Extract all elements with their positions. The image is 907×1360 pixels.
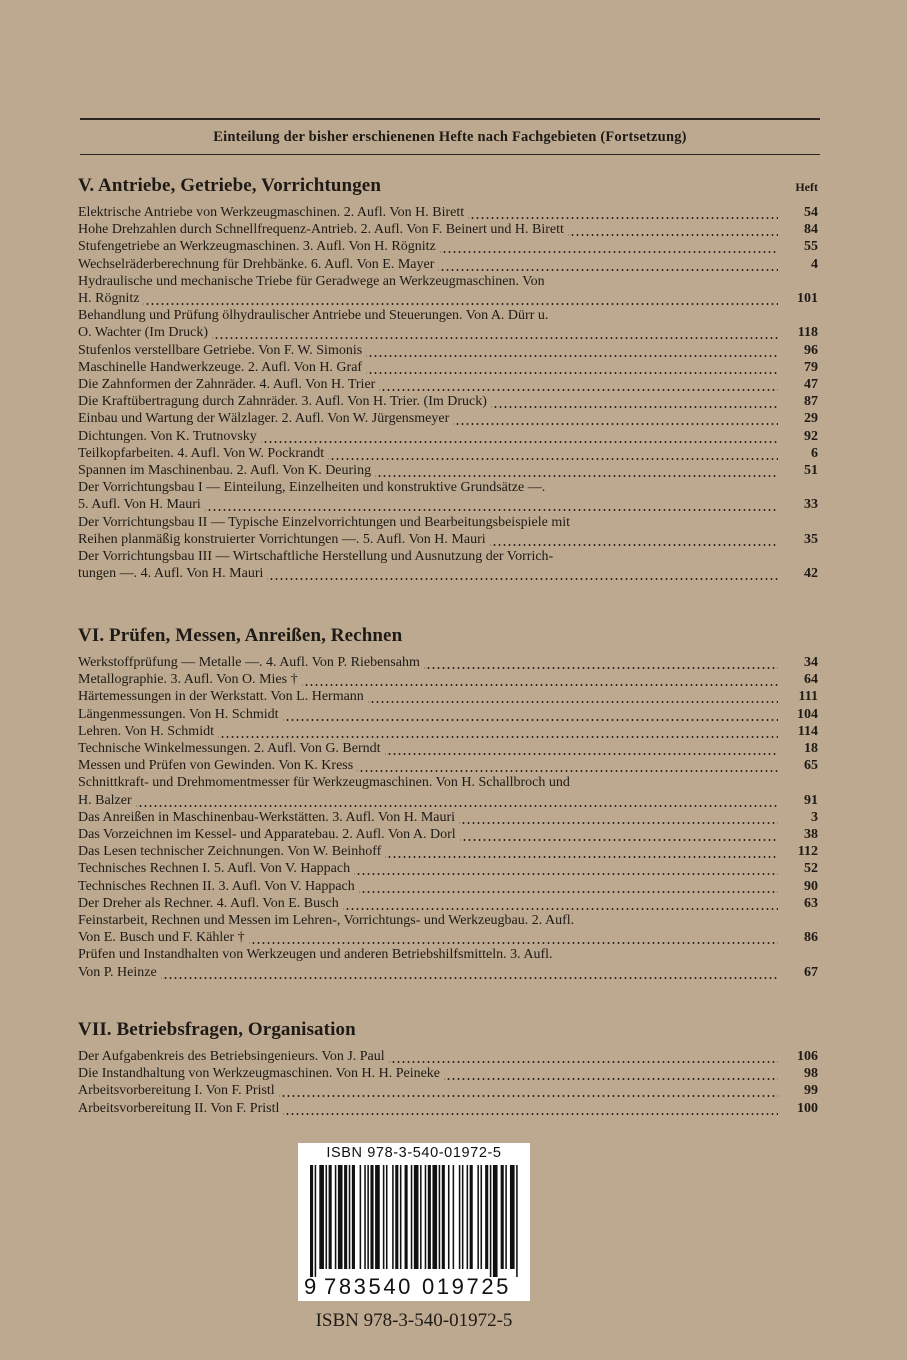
- barcode-bar: [432, 1165, 437, 1269]
- barcode-bar: [428, 1165, 431, 1269]
- leader-dots: [385, 843, 778, 860]
- entry-text: [78, 238, 782, 255]
- entry-line: Stufengetriebe an Werkzeugmaschinen. 3. Aufl. Von H. Rögnitz: [78, 239, 436, 255]
- list-item: [78, 445, 818, 462]
- list-item: [78, 342, 818, 359]
- entry-text: [78, 1065, 782, 1082]
- leader-dots: [366, 342, 778, 359]
- leader-dots: [279, 1082, 778, 1099]
- entry-line: Hydraulische und mechanische Triebe für Geradwege an Werkzeugmaschinen. Von: [78, 273, 545, 289]
- isbn-caption: ISBN 978-3-540-01972-5: [315, 1310, 513, 1331]
- list-item: [78, 1100, 818, 1117]
- entry-line: Das Vorzeichnen im Kessel- und Apparatebau. 2. Aufl. Von A. Dorl: [78, 827, 456, 843]
- page-header: [80, 118, 820, 155]
- list-item: [78, 774, 818, 808]
- list-item: [78, 946, 818, 980]
- leader-dots: [205, 496, 778, 513]
- barcode-bar: [395, 1165, 398, 1269]
- entry-text: [78, 774, 782, 808]
- barcode-bar: [448, 1165, 450, 1269]
- barcode-bar: [310, 1165, 313, 1277]
- entry-text: [78, 912, 782, 946]
- section-title: VII. Betriebsfragen, Organisation: [78, 1019, 356, 1040]
- entry-line: Metallographie. 3. Aufl. Von O. Mies †: [78, 672, 298, 688]
- leader-dots: [453, 410, 778, 427]
- leader-dots: [468, 204, 778, 221]
- heft-number: 86: [804, 930, 818, 946]
- entry-text: [78, 204, 782, 221]
- heft-number: 29: [804, 411, 818, 427]
- entry-list: [78, 204, 818, 582]
- heft-number: 90: [804, 878, 818, 894]
- list-item: [78, 688, 818, 705]
- entry-text: [78, 706, 782, 723]
- list-item: [78, 878, 818, 895]
- entry-text: [78, 221, 782, 238]
- entry-line: Wechselräderberechnung für Drehbänke. 6. Aufl. Von E. Mayer: [78, 256, 435, 272]
- barcode-bar: [375, 1165, 380, 1269]
- heft-number: 55: [804, 239, 818, 255]
- entry-line: Der Dreher als Rechner. 4. Aufl. Von E. Busch: [78, 895, 339, 911]
- barcode-bar: [411, 1165, 413, 1269]
- heft-column-label: Heft: [795, 180, 818, 194]
- entry-text: [78, 654, 782, 671]
- barcode-digits-group2: 019725: [422, 1274, 512, 1299]
- list-item: [78, 757, 818, 774]
- entry-text: [78, 1082, 782, 1099]
- entry-text: [78, 342, 782, 359]
- barcode-bar: [467, 1165, 469, 1269]
- entry-line: H. Rögnitz: [78, 291, 140, 307]
- entry-list: [78, 1048, 818, 1117]
- heft-number: 106: [797, 1049, 818, 1064]
- barcode-bar: [505, 1165, 507, 1269]
- entry-line: H. Balzer: [78, 792, 132, 808]
- barcode-bar: [400, 1165, 402, 1269]
- entry-line: Behandlung und Prüfung ölhydraulischer Antriebe und Steuerungen. Von A. Dürr u.: [78, 308, 549, 324]
- list-item: [78, 706, 818, 723]
- barcode-bar: [344, 1165, 347, 1269]
- barcode-bar: [386, 1165, 388, 1269]
- entry-line: Spannen im Maschinenbau. 2. Aufl. Von K. Deuring: [78, 463, 372, 479]
- leader-dots: [212, 324, 778, 341]
- leader-dots: [161, 964, 778, 981]
- barcode-bar: [516, 1165, 518, 1277]
- entry-line: Lehren. Von H. Schmidt: [78, 723, 214, 739]
- list-item: [78, 238, 818, 255]
- entry-line: Schnittkraft- und Drehmomentmesser für Werkzeugmaschinen. Von H. Schallbroch und: [78, 775, 570, 791]
- list-item: [78, 860, 818, 877]
- barcode-bars: [304, 1165, 524, 1277]
- barcode-bar: [315, 1165, 317, 1277]
- entry-list: [78, 654, 818, 981]
- entry-text: [78, 479, 782, 513]
- leader-dots: [375, 462, 778, 479]
- heft-number: 87: [804, 394, 818, 410]
- entry-text: [78, 1048, 782, 1065]
- leader-dots: [459, 809, 778, 826]
- leader-dots: [283, 1100, 778, 1117]
- header-title: Einteilung der bisher erschienenen Hefte nach Fachgebieten (Fortsetzung): [213, 129, 687, 145]
- heft-number: 35: [804, 531, 818, 547]
- section-pruefen: [78, 624, 818, 981]
- leader-dots: [249, 929, 778, 946]
- heft-number: 52: [804, 861, 818, 877]
- barcode-bar: [370, 1165, 373, 1269]
- list-item: [78, 843, 818, 860]
- leader-dots: [261, 428, 778, 445]
- barcode-isbn-text: ISBN 978-3-540-01972-5: [326, 1145, 502, 1161]
- entry-text: [78, 757, 782, 774]
- barcode-bar: [319, 1165, 324, 1269]
- list-item: [78, 256, 818, 273]
- entry-line: Das Lesen technischer Zeichnungen. Von W. Beinhoff: [78, 844, 382, 860]
- list-item: [78, 393, 818, 410]
- entry-line: Längenmessungen. Von H. Schmidt: [78, 706, 279, 722]
- entry-line: Einbau und Wartung der Wälzlager. 2. Aufl. Von W. Jürgensmeyer: [78, 411, 450, 427]
- list-item: [78, 462, 818, 479]
- barcode: [298, 1143, 530, 1301]
- entry-text: [78, 256, 782, 273]
- heft-number: 79: [804, 359, 818, 375]
- entry-line: Der Vorrichtungsbau II — Typische Einzelvorrichtungen und Bearbeitungsbeispiele mit: [78, 514, 571, 530]
- barcode-bar: [501, 1165, 504, 1269]
- heft-number: 112: [797, 844, 818, 860]
- barcode-digits: [298, 1275, 530, 1299]
- barcode-bar: [462, 1165, 464, 1269]
- barcode-digit-lead: 9: [304, 1274, 317, 1299]
- list-item: [78, 221, 818, 238]
- heft-number: 101: [797, 291, 818, 307]
- barcode-bar: [439, 1165, 441, 1269]
- barcode-bar: [470, 1165, 473, 1269]
- list-item: [78, 1048, 818, 1065]
- heft-number: 6: [811, 445, 818, 461]
- list-item: [78, 428, 818, 445]
- list-item: [78, 1082, 818, 1099]
- leader-dots: [354, 860, 778, 877]
- entry-text: [78, 393, 782, 410]
- leader-dots: [359, 878, 778, 895]
- barcode-digits-group1: 783540: [324, 1274, 414, 1299]
- entry-line: Arbeitsvorbereitung I. Von F. Pristl: [78, 1083, 275, 1099]
- entry-line: Stufenlos verstellbare Getriebe. Von F. W. Simonis: [78, 342, 363, 358]
- leader-dots: [143, 290, 778, 307]
- leader-dots: [267, 565, 778, 582]
- entry-text: [78, 462, 782, 479]
- entry-line: Prüfen und Instandhalten von Werkzeugen und anderen Betriebshilfsmitteln. 3. Aufl.: [78, 947, 553, 963]
- entry-text: [78, 671, 782, 688]
- list-item: [78, 307, 818, 341]
- list-item: [78, 410, 818, 427]
- entry-text: [78, 445, 782, 462]
- barcode-bar: [442, 1165, 445, 1269]
- entry-line: O. Wachter (Im Druck): [78, 325, 209, 341]
- heft-number: 67: [804, 964, 818, 980]
- entry-text: [78, 723, 782, 740]
- heft-number: 64: [804, 672, 818, 688]
- barcode-bar: [352, 1165, 355, 1269]
- barcode-bar: [510, 1165, 515, 1269]
- entry-line: Von P. Heinze: [78, 964, 157, 980]
- entry-text: [78, 878, 782, 895]
- heft-number: 18: [804, 741, 818, 757]
- leader-dots: [366, 359, 778, 376]
- heft-number: 34: [804, 655, 818, 670]
- heft-number: 100: [797, 1100, 818, 1116]
- list-item: [78, 479, 818, 513]
- leader-dots: [328, 445, 778, 462]
- entry-text: [78, 740, 782, 757]
- entry-text: [78, 359, 782, 376]
- entry-line: Der Vorrichtungsbau III — Wirtschaftliche Herstellung und Ausnutzung der Vorrich-: [78, 549, 554, 565]
- barcode-bar: [481, 1165, 483, 1269]
- entry-text: [78, 809, 782, 826]
- leader-dots: [343, 895, 778, 912]
- barcode-bar: [477, 1165, 479, 1269]
- entry-line: Teilkopfarbeiten. 4. Aufl. Von W. Pockrandt: [78, 445, 325, 461]
- entry-line: 5. Aufl. Von H. Mauri: [78, 497, 201, 513]
- heft-number: 47: [804, 377, 818, 393]
- list-item: [78, 895, 818, 912]
- heft-number: 114: [797, 723, 818, 739]
- barcode-bar: [414, 1165, 419, 1269]
- entry-line: Technisches Rechnen II. 3. Aufl. Von V. Happach: [78, 878, 355, 894]
- entry-text: [78, 826, 782, 843]
- entry-text: [78, 273, 782, 307]
- heft-number: 111: [798, 689, 818, 705]
- heft-number: 118: [797, 325, 818, 341]
- list-item: [78, 376, 818, 393]
- barcode-bar: [405, 1165, 408, 1269]
- entry-line: Die Zahnformen der Zahnräder. 4. Aufl. Von H. Trier: [78, 377, 376, 393]
- list-item: [78, 740, 818, 757]
- list-item: [78, 723, 818, 740]
- heft-number: 51: [804, 463, 818, 479]
- barcode-bar: [485, 1165, 488, 1269]
- list-item: [78, 273, 818, 307]
- section-antriebe: [78, 174, 818, 582]
- entry-text: [78, 688, 782, 705]
- list-item: [78, 826, 818, 843]
- entry-text: [78, 410, 782, 427]
- barcode-bar: [360, 1165, 362, 1269]
- heft-number: 3: [811, 809, 818, 825]
- leader-dots: [283, 706, 778, 723]
- barcode-bar: [453, 1165, 455, 1269]
- barcode-bar: [349, 1165, 351, 1269]
- entry-line: Härtemessungen in der Werkstatt. Von L. Hermann: [78, 689, 364, 705]
- entry-line: Die Kraftübertragung durch Zahnräder. 3. Aufl. Von H. Trier. (Im Druck): [78, 394, 487, 410]
- entry-line: Die Instandhaltung von Werkzeugmaschinen. Von H. H. Peineke: [78, 1066, 441, 1082]
- list-item: [78, 912, 818, 946]
- leader-dots: [568, 221, 778, 238]
- leader-dots: [491, 393, 778, 410]
- leader-dots: [218, 723, 778, 740]
- barcode-bar: [326, 1165, 328, 1269]
- section-title: V. Antriebe, Getriebe, Vorrichtungen: [78, 175, 382, 196]
- heft-number: 104: [797, 706, 818, 722]
- barcode-bar: [490, 1165, 492, 1277]
- entry-text: [78, 307, 782, 341]
- entry-line: Hohe Drehzahlen durch Schnellfrequenz-Antrieb. 2. Aufl. Von F. Beinert und H. Birett: [78, 222, 564, 238]
- barcode-bar: [392, 1165, 394, 1269]
- heft-number: 91: [804, 792, 818, 808]
- heft-number: 92: [804, 428, 818, 444]
- entry-text: [78, 1100, 782, 1117]
- entry-text: [78, 843, 782, 860]
- entry-text: [78, 376, 782, 393]
- entry-text: [78, 895, 782, 912]
- list-item: [78, 654, 818, 671]
- leader-dots: [379, 376, 778, 393]
- entry-line: Technische Winkelmessungen. 2. Aufl. Von G. Berndt: [78, 741, 381, 757]
- entry-line: tungen —. 4. Aufl. Von H. Mauri: [78, 566, 264, 582]
- entry-line: Messen und Prüfen von Gewinden. Von K. Kress: [78, 758, 354, 774]
- heft-number: 33: [804, 497, 818, 513]
- barcode-bar: [335, 1165, 337, 1269]
- leader-dots: [460, 826, 778, 843]
- entry-line: Dichtungen. Von K. Trutnovsky: [78, 428, 257, 444]
- heft-number: 98: [804, 1066, 818, 1082]
- entry-line: Das Anreißen in Maschinenbau-Werkstätten. 3. Aufl. Von H. Mauri: [78, 809, 456, 825]
- heft-number: 63: [804, 895, 818, 911]
- entry-text: [78, 428, 782, 445]
- heft-number: 38: [804, 827, 818, 843]
- leader-dots: [136, 792, 778, 809]
- heft-number: 84: [804, 222, 818, 238]
- leader-dots: [440, 238, 778, 255]
- leader-dots: [357, 757, 778, 774]
- entry-line: Technisches Rechnen I. 5. Aufl. Von V. Happach: [78, 861, 351, 877]
- barcode-bar: [338, 1165, 343, 1269]
- barcode-bar: [367, 1165, 369, 1269]
- entry-text: [78, 514, 782, 548]
- entry-line: Arbeitsvorbereitung II. Von F. Pristl: [78, 1100, 280, 1116]
- heft-number: 42: [804, 566, 818, 582]
- entry-text: [78, 946, 782, 980]
- barcode-bar: [425, 1165, 427, 1269]
- entry-line: Elektrische Antriebe von Werkzeugmaschinen. 2. Aufl. Von H. Birett: [78, 205, 465, 220]
- entry-line: Feinstarbeit, Rechnen und Messen im Lehren-, Vorrichtungs- und Werkzeugbau. 2. Aufl.: [78, 913, 575, 929]
- entry-line: Reihen planmäßig konstruierter Vorrichtungen —. 5. Aufl. Von H. Mauri: [78, 531, 486, 547]
- leader-dots: [368, 688, 778, 705]
- entry-line: Der Vorrichtungsbau I — Einteilung, Einzelheiten und konstruktive Grundsätze —.: [78, 480, 546, 496]
- barcode-bar: [493, 1165, 498, 1277]
- leader-dots: [302, 671, 778, 688]
- barcode-bar: [364, 1165, 366, 1269]
- leader-dots: [444, 1065, 778, 1082]
- section-betriebsfragen: [78, 1018, 818, 1117]
- barcode-bar: [329, 1165, 332, 1269]
- leader-dots: [385, 740, 778, 757]
- section-title: VI. Prüfen, Messen, Anreißen, Rechnen: [78, 625, 403, 646]
- heft-number: 96: [804, 342, 818, 358]
- list-item: [78, 809, 818, 826]
- heft-number: 54: [804, 205, 818, 220]
- entry-text: [78, 548, 782, 582]
- entry-line: Von E. Busch und F. Kähler †: [78, 930, 245, 946]
- list-item: [78, 204, 818, 221]
- barcode-bar: [420, 1165, 422, 1269]
- leader-dots: [490, 531, 778, 548]
- list-item: [78, 548, 818, 582]
- list-item: [78, 359, 818, 376]
- leader-dots: [438, 256, 778, 273]
- entry-line: Der Aufgabenkreis des Betriebsingenieurs. Von J. Paul: [78, 1049, 385, 1064]
- list-item: [78, 1065, 818, 1082]
- entry-text: [78, 860, 782, 877]
- barcode-bar: [383, 1165, 385, 1269]
- leader-dots: [424, 654, 778, 671]
- list-item: [78, 671, 818, 688]
- heft-number: 65: [804, 758, 818, 774]
- heft-number: 4: [811, 256, 818, 272]
- barcode-bar: [459, 1165, 461, 1269]
- leader-dots: [389, 1048, 778, 1065]
- list-item: [78, 514, 818, 548]
- entry-line: Werkstoffprüfung — Metalle —. 4. Aufl. Von P. Riebensahm: [78, 655, 420, 670]
- heft-number: 99: [804, 1083, 818, 1099]
- entry-line: Maschinelle Handwerkzeuge. 2. Aufl. Von H. Graf: [78, 359, 363, 375]
